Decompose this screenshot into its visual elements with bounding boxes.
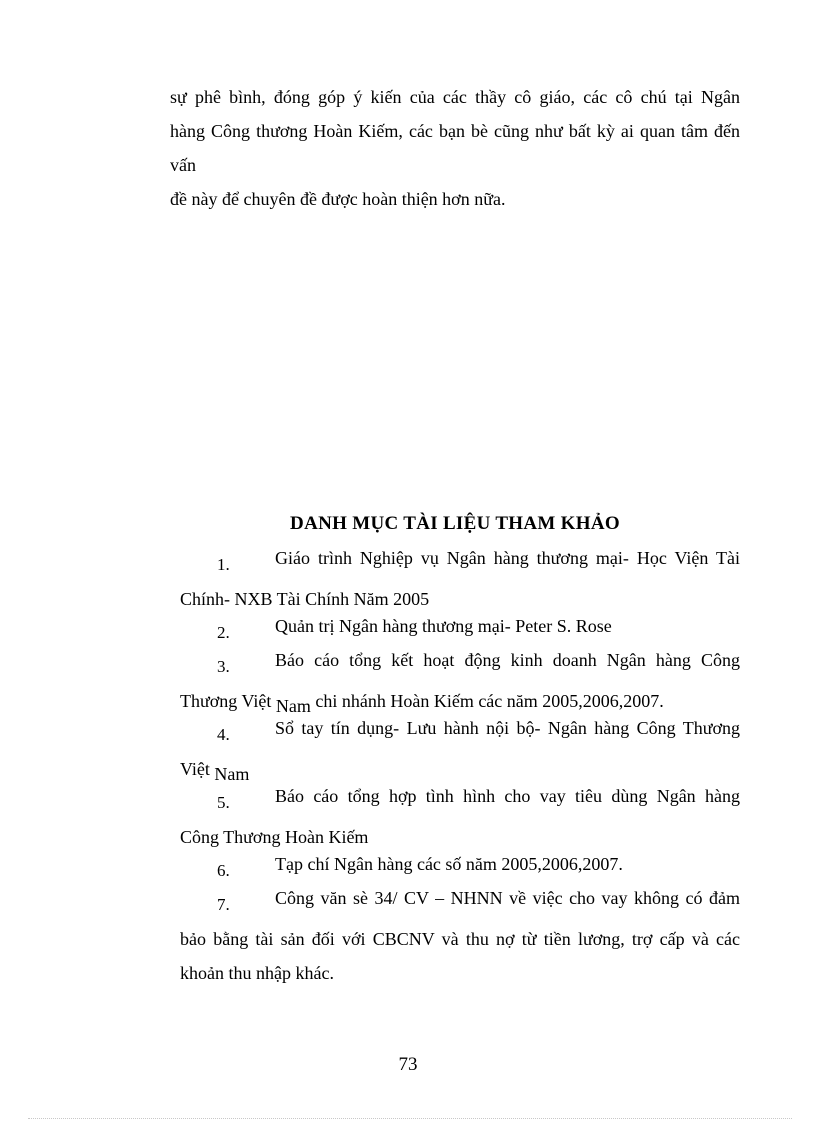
paragraph-line: hàng Công thương Hoàn Kiếm, các bạn bè cũng như bất kỳ ai quan tâm đến vấn — [170, 121, 740, 175]
reference-item — [180, 888, 740, 990]
page-bottom-divider — [28, 1118, 792, 1119]
closing-paragraph — [170, 80, 740, 216]
reference-item — [180, 616, 740, 650]
reference-text: Báo cáo tổng kết hoạt động kinh doanh Ngân hàng Công — [275, 650, 740, 670]
reference-item — [180, 854, 740, 888]
reference-item — [180, 650, 740, 718]
page-number: 73 — [398, 1054, 418, 1075]
paragraph-line: sự phê bình, đóng góp ý kiến của các thầy cô giáo, các cô chú tại Ngân — [170, 87, 740, 107]
reference-continuation — [180, 752, 740, 786]
reference-text: Công văn sè 34/ CV – NHNN về việc cho vay không có đảm — [275, 888, 740, 908]
reference-number: 7. — [217, 895, 230, 914]
reference-number: 1. — [217, 555, 230, 574]
reference-item — [180, 786, 740, 854]
reference-text: Giáo trình Nghiệp vụ Ngân hàng thương mại- Học Viện Tài — [275, 548, 740, 568]
reference-list — [180, 548, 740, 990]
reference-item — [180, 548, 740, 616]
reference-number: 3. — [217, 657, 230, 676]
reference-continuation: Chính- NXB Tài Chính Năm 2005 — [180, 589, 430, 609]
reference-continuation: Công Thương Hoàn Kiếm — [180, 827, 369, 847]
reference-text: Tạp chí Ngân hàng các số năm 2005,2006,2007. — [275, 854, 623, 874]
reference-text-subscript: Nam — [275, 696, 311, 716]
reference-text: Báo cáo tổng hợp tình hình cho vay tiêu dùng Ngân hàng — [275, 786, 740, 806]
reference-number: 2. — [217, 623, 230, 642]
paragraph-line: đề này để chuyên đề được hoàn thiện hơn nữa. — [170, 189, 506, 209]
reference-number: 4. — [217, 725, 230, 744]
reference-continuation: bảo bằng tài sản đối với CBCNV và thu nợ từ tiền lương, trợ cấp và các — [180, 929, 740, 949]
reference-text: Sổ tay tín dụng- Lưu hành nội bộ- Ngân hàng Công Thương — [275, 718, 740, 738]
reference-item — [180, 718, 740, 786]
reference-number: 6. — [217, 861, 230, 880]
reference-continuation — [180, 684, 740, 718]
references-heading: DANH MỤC TÀI LIỆU THAM KHẢO — [290, 513, 620, 534]
reference-text-part: chi nhánh Hoàn Kiếm các năm 2005,2006,2007. — [310, 691, 664, 711]
reference-continuation: khoản thu nhập khác. — [180, 963, 334, 983]
reference-text-part: Thương Việt — [180, 691, 276, 711]
reference-text: Quản trị Ngân hàng thương mại- Peter S. Rose — [275, 616, 612, 636]
reference-number: 5. — [217, 793, 230, 812]
reference-text-subscript: Nam — [214, 764, 250, 784]
reference-text-part: Việt — [180, 759, 215, 779]
